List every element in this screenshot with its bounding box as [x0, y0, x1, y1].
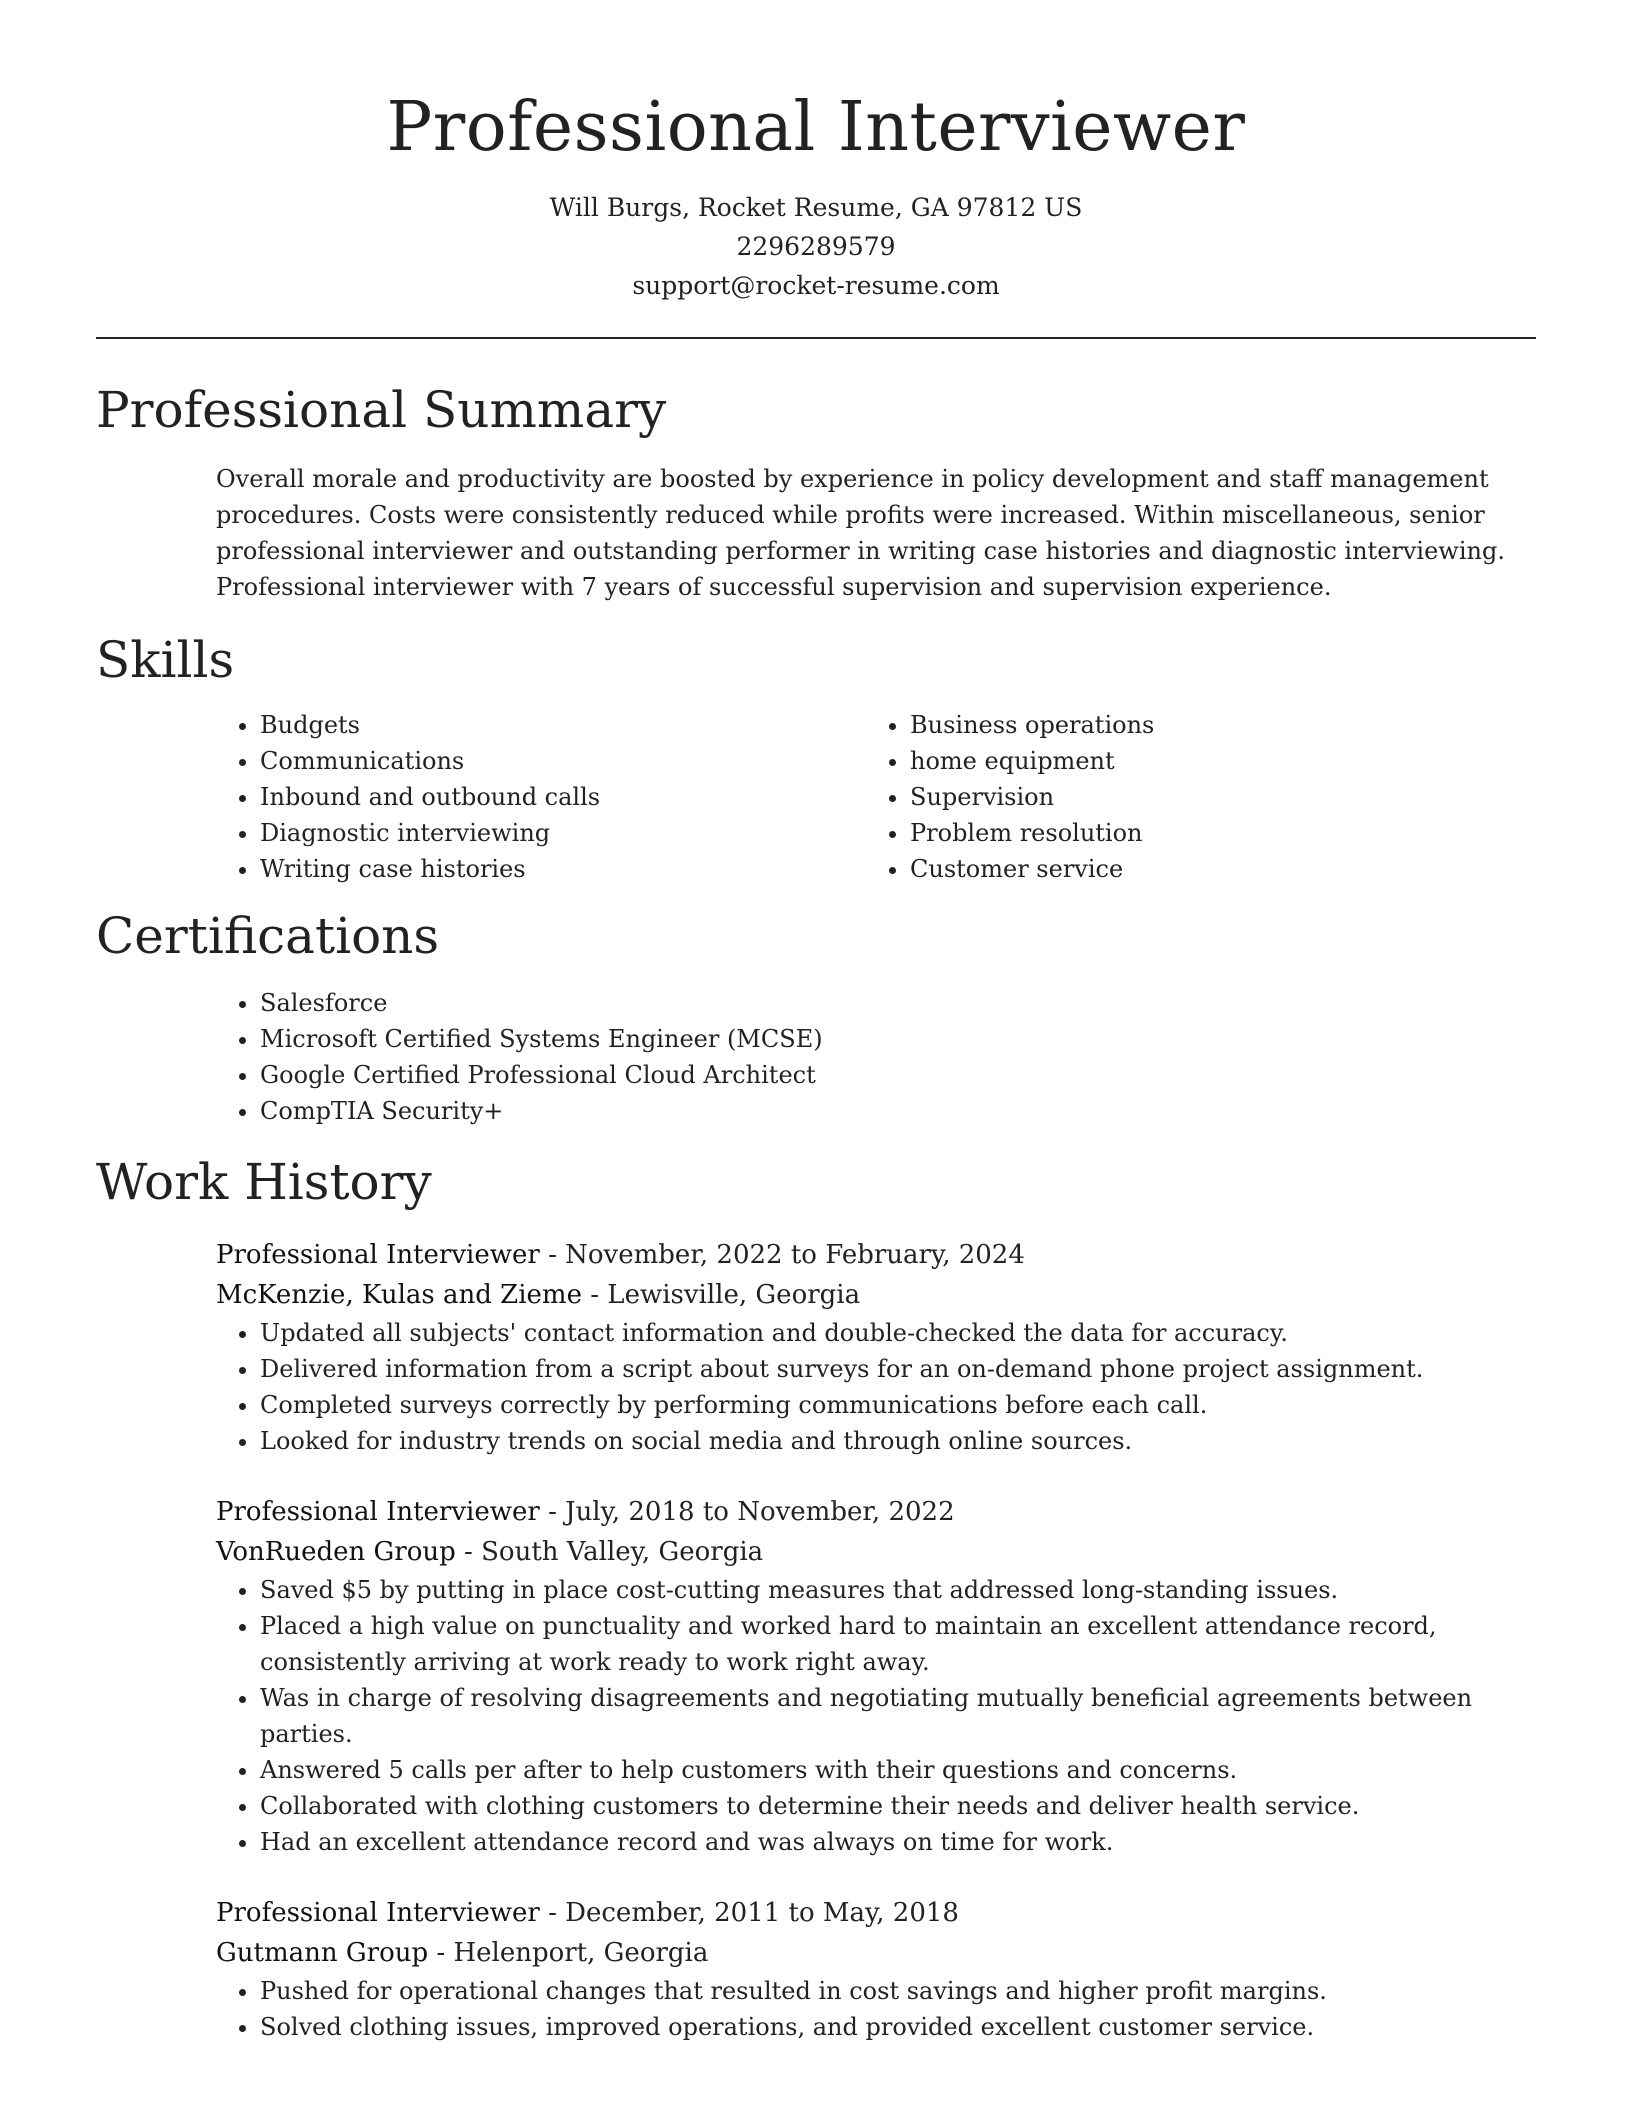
skill-item: • Problem resolution	[910, 815, 1516, 851]
job-bullet: • Placed a high value on punctuality and worked hard to maintain an excellent attendance record, consistently arriving at work ready to work right away.	[260, 1608, 1546, 1680]
job-company: Gutmann Group	[216, 1938, 429, 1968]
skill-item: • Supervision	[910, 779, 1516, 815]
skills-section	[96, 625, 1536, 887]
job-dates: July, 2018 to November, 2022	[565, 1497, 955, 1527]
job-separator: -	[539, 1497, 566, 1527]
job-entry	[216, 1235, 1546, 1459]
work-history-section	[96, 1147, 1536, 2045]
job-bullet: • Answered 5 calls per after to help customers with their questions and concerns.	[260, 1752, 1546, 1788]
job-bullet: • Updated all subjects' contact information and double-checked the data for accuracy.	[260, 1315, 1546, 1351]
skill-item: • Communications	[260, 743, 866, 779]
job-bullet: • Delivered information from a script about surveys for an on-demand phone project assignment.	[260, 1351, 1546, 1387]
job-bullet: • Had an excellent attendance record and was always on time for work.	[260, 1824, 1546, 1860]
job-separator: -	[581, 1280, 608, 1310]
job-bullets	[216, 1572, 1546, 1860]
skill-item: • Customer service	[910, 851, 1516, 887]
job-dates: December, 2011 to May, 2018	[565, 1898, 959, 1928]
job-separator: -	[539, 1240, 566, 1270]
job-bullet: • Collaborated with clothing customers to determine their needs and deliver health service.	[260, 1788, 1546, 1824]
job-separator: -	[455, 1537, 482, 1567]
skill-item: • Writing case histories	[260, 851, 866, 887]
contact-block	[96, 188, 1536, 305]
job-location: Lewisville, Georgia	[607, 1280, 861, 1310]
job-bullets	[216, 1973, 1546, 2045]
skills-list-right	[866, 707, 1516, 887]
contact-address: Will Burgs, Rocket Resume, GA 97812 US	[549, 193, 1083, 222]
resume-name: Professional Interviewer	[386, 88, 1246, 167]
job-bullet: • Solved clothing issues, improved operations, and provided excellent customer service.	[260, 2009, 1546, 2045]
job-bullets	[216, 1315, 1546, 1459]
skill-item: • Inbound and outbound calls	[260, 779, 866, 815]
job-bullet: • Completed surveys correctly by performing communications before each call.	[260, 1387, 1546, 1423]
job-bullet: • Saved $5 by putting in place cost-cutting measures that addressed long-standing issues.	[260, 1572, 1546, 1608]
job-bullet: • Looked for industry trends on social media and through online sources.	[260, 1423, 1546, 1459]
certifications-wrap	[216, 985, 1536, 1129]
job-company-line	[216, 1532, 1546, 1572]
job-separator: -	[428, 1938, 454, 1968]
job-bullet: • Was in charge of resolving disagreements and negotiating mutually beneficial agreements between parties.	[260, 1680, 1546, 1752]
job-dates: November, 2022 to February, 2024	[565, 1240, 1025, 1270]
certification-item: • Google Certified Professional Cloud Architect	[260, 1057, 1536, 1093]
summary-heading: Professional Summary	[96, 381, 667, 439]
job-title-line	[216, 1492, 1546, 1532]
job-location: South Valley, Georgia	[481, 1537, 764, 1567]
job-title-line	[216, 1893, 1546, 1933]
skill-item: • Diagnostic interviewing	[260, 815, 866, 851]
certification-item: • CompTIA Security+	[260, 1093, 1536, 1129]
contact-email: support@rocket-resume.com	[632, 271, 1000, 300]
job-bullet: • Pushed for operational changes that resulted in cost savings and higher profit margins.	[260, 1973, 1546, 2009]
job-company: VonRueden Group	[216, 1537, 456, 1567]
job-role: Professional Interviewer	[216, 1898, 540, 1928]
job-title-line	[216, 1235, 1546, 1275]
job-company-line	[216, 1275, 1546, 1315]
job-role: Professional Interviewer	[216, 1240, 540, 1270]
summary-text: Overall morale and productivity are boosted by experience in policy development and staff management procedures. Costs were consistently reduced while profits were increased. Within miscellaneous, senior professional interviewer and outstanding performer in writing case histories and diagnostic interviewing. Professional interviewer with 7 years of successful supervision and supervision experience.	[216, 465, 1505, 601]
skills-columns	[216, 707, 1536, 887]
certifications-section	[96, 901, 1536, 1129]
skills-column-left	[216, 707, 866, 887]
job-role: Professional Interviewer	[216, 1497, 540, 1527]
contact-phone: 2296289579	[736, 232, 896, 261]
work-history-heading: Work History	[96, 1153, 432, 1211]
summary-section	[96, 375, 1536, 605]
skill-item: • home equipment	[910, 743, 1516, 779]
job-separator: -	[539, 1898, 566, 1928]
skills-column-right	[866, 707, 1516, 887]
skills-list-left	[216, 707, 866, 887]
certifications-heading: Certifications	[96, 907, 440, 965]
certification-item: • Salesforce	[260, 985, 1536, 1021]
job-entry	[216, 1893, 1546, 2045]
resume-page	[96, 0, 1536, 2045]
job-company: McKenzie, Kulas and Zieme	[216, 1280, 582, 1310]
header-divider	[96, 337, 1536, 339]
skills-heading: Skills	[96, 631, 235, 689]
certification-item: • Microsoft Certified Systems Engineer (MCSE)	[260, 1021, 1536, 1057]
job-company-line	[216, 1933, 1546, 1973]
job-location: Helenport, Georgia	[453, 1938, 709, 1968]
certifications-list	[216, 985, 1536, 1129]
skill-item: • Business operations	[910, 707, 1516, 743]
skill-item: • Budgets	[260, 707, 866, 743]
job-entry	[216, 1492, 1546, 1860]
